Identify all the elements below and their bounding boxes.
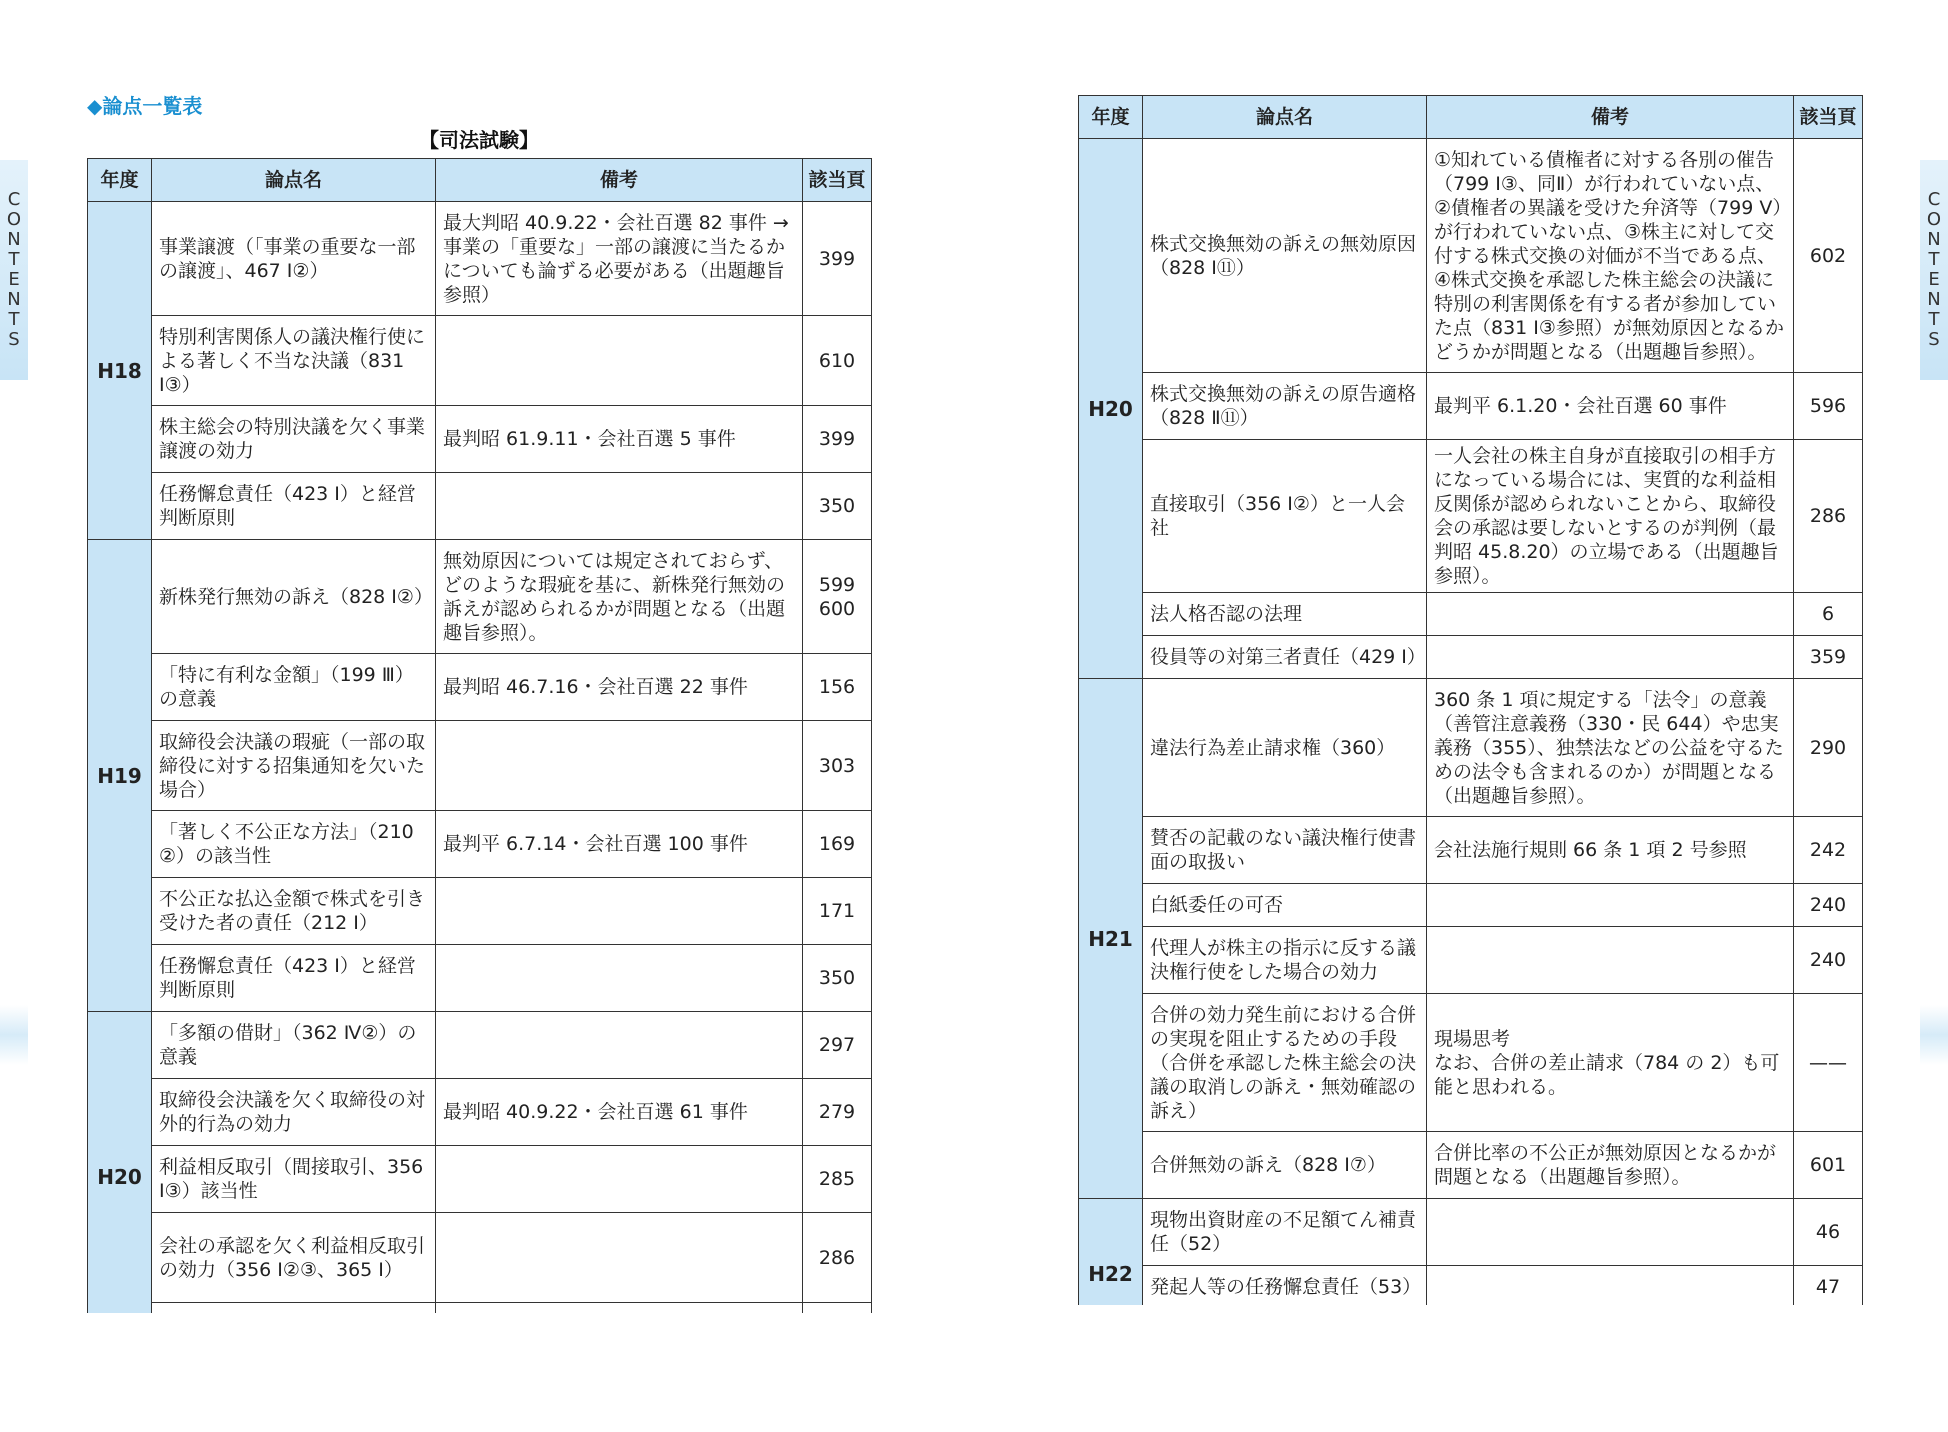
table-row [1079,139,1863,373]
page-cell: 156 [803,654,872,721]
note-cell: 会社法施行規則 66 条 1 項 2 号参照 [1427,817,1794,884]
note-cell [1427,1199,1794,1266]
table-row [88,473,872,540]
note-cell: 最判平 6.1.20・会社百選 60 事件 [1427,373,1794,440]
topic-cell: 株主総会の特別決議を欠く事業譲渡の効力 [152,406,436,473]
page-cell: 303 [803,721,872,811]
topic-cell: 会社の承認を欠く利益相反取引の効力（356 Ⅰ②③、365 Ⅰ） [152,1213,436,1303]
header-topic: 論点名 [1143,96,1427,139]
topic-cell: 法人格否認の法理 [1143,593,1427,636]
contents-tab-letter: C [7,189,21,210]
table-row [1079,1266,1863,1306]
side-decoration [0,1005,28,1065]
header-note: 備考 [1427,96,1794,139]
header-year: 年度 [1079,96,1143,139]
page-cell [803,1303,872,1314]
table-row [88,721,872,811]
table-row [1079,593,1863,636]
topic-cell: 株式交換無効の訴えの原告適格（828 Ⅱ⑪） [1143,373,1427,440]
table-row [1079,1199,1863,1266]
note-cell [436,473,803,540]
table-row [1079,884,1863,927]
note-cell: 最判昭 40.9.22・会社百選 61 事件 [436,1079,803,1146]
page-cell: 596 [1794,373,1863,440]
topic-cell: 役員等の対第三者責任（429 Ⅰ） [1143,636,1427,679]
contents-side-tab-left[interactable] [0,160,28,380]
contents-tab-letter: N [7,229,21,250]
page-cell: 286 [803,1213,872,1303]
topic-cell: 違法行為差止請求権（360） [1143,679,1427,817]
table-row [88,1303,872,1314]
note-cell: 最大判昭 40.9.22・会社百選 82 事件 → 事業の「重要な」一部の譲渡に当たるかについても論ずる必要がある（出題趣旨参照） [436,202,803,316]
issues-table-left [87,158,872,1313]
page-cell: —— [1794,994,1863,1132]
note-cell: 一人会社の株主自身が直接取引の相手方になっている場合には、実質的な利益相反関係が認められないことから、取締役会の承認は要しないとするのが判例（最判昭 45.8.20）の立場である（出題趣旨参照）。 [1427,440,1794,593]
contents-tab-letter: N [1927,229,1941,250]
contents-tab-letter: T [1928,309,1940,330]
side-decoration [1920,1005,1948,1065]
topic-cell: 取締役会決議を欠く取締役の対外的行為の効力 [152,1079,436,1146]
topic-cell: 「特に有利な金額」（199 Ⅲ）の意義 [152,654,436,721]
year-cell: H20 [1079,139,1143,679]
topic-cell: 賛否の記載のない議決権行使書面の取扱い [1143,817,1427,884]
left-table-wrapper [87,158,873,1313]
note-cell: 360 条 1 項に規定する「法令」の意義（善管注意義務（330・民 644）や忠実義務（355）、独禁法などの公益を守るための法令も含まれるのか）が問題となる（出題趣旨参照）。 [1427,679,1794,817]
header-note: 備考 [436,159,803,202]
page-cell: 359 [1794,636,1863,679]
note-cell: 最判平 6.7.14・会社百選 100 事件 [436,811,803,878]
contents-tab-letter: T [1928,249,1940,270]
note-cell: 最判昭 61.9.11・会社百選 5 事件 [436,406,803,473]
table-row [88,811,872,878]
note-cell [1427,593,1794,636]
topic-cell: 新株発行無効の訴え（828 Ⅰ②） [152,540,436,654]
table-row [88,654,872,721]
page-cell: 610 [803,316,872,406]
header-page: 該当頁 [803,159,872,202]
page-cell: 599 600 [803,540,872,654]
page-cell: 242 [1794,817,1863,884]
topic-cell: 発起人等の任務懈怠責任（53） [1143,1266,1427,1306]
note-cell [436,945,803,1012]
page-cell: 350 [803,945,872,1012]
contents-tab-letter: C [1927,189,1941,210]
page-cell: 297 [803,1012,872,1079]
note-cell [1427,636,1794,679]
page-cell: 240 [1794,884,1863,927]
note-cell [436,1146,803,1213]
header-topic: 論点名 [152,159,436,202]
table-row [1079,927,1863,994]
table-row [88,1079,872,1146]
note-cell: 現場思考 なお、合併の差止請求（784 の 2）も可能と思われる。 [1427,994,1794,1132]
table-row [1079,440,1863,593]
contents-tab-letter: T [8,249,20,270]
note-cell: 最判昭 46.7.16・会社百選 22 事件 [436,654,803,721]
topic-cell: 合併の効力発生前における合併の実現を阻止するための手段（合併を承認した株主総会の決議の取消しの訴え・無効確認の訴え） [1143,994,1427,1132]
contents-tab-letter: E [1928,269,1940,290]
contents-tab-letter: S [1928,329,1940,350]
contents-tab-letter: N [1927,289,1941,310]
page-cell: 171 [803,878,872,945]
topic-cell: 「多額の借財」（362 Ⅳ②）の意義 [152,1012,436,1079]
topic-cell [152,1303,436,1314]
table-row [1079,373,1863,440]
table-header-row [1079,96,1863,139]
topic-cell: 利益相反取引（間接取引、356 Ⅰ③）該当性 [152,1146,436,1213]
note-cell [436,878,803,945]
note-cell [1427,884,1794,927]
note-cell: 合併比率の不公正が無効原因となるかが問題となる（出題趣旨参照）。 [1427,1132,1794,1199]
table-row [1079,994,1863,1132]
contents-tab-letter: O [6,209,22,230]
contents-tab-letter: E [8,269,20,290]
table-row [88,202,872,316]
topic-cell: 事業譲渡（「事業の重要な一部の譲渡」、467 Ⅰ②） [152,202,436,316]
table-row [88,1146,872,1213]
page-cell: 279 [803,1079,872,1146]
page-cell: 350 [803,473,872,540]
page-cell: 601 [1794,1132,1863,1199]
page-cell: 290 [1794,679,1863,817]
page-cell: 6 [1794,593,1863,636]
contents-side-tab-right[interactable] [1920,160,1948,380]
contents-tab-letter: T [8,309,20,330]
note-cell [436,1012,803,1079]
year-cell: H22 [1079,1199,1143,1306]
table-row [1079,636,1863,679]
page-cell: 169 [803,811,872,878]
topic-cell: 取締役会決議の瑕疵（一部の取締役に対する招集通知を欠いた場合） [152,721,436,811]
page-cell: 285 [803,1146,872,1213]
table-caption: 【司法試験】 [419,128,539,152]
table-row [88,1012,872,1079]
note-cell [1427,927,1794,994]
topic-cell: 代理人が株主の指示に反する議決権行使をした場合の効力 [1143,927,1427,994]
note-cell [436,721,803,811]
note-cell: 無効原因については規定されておらず、どのような瑕疵を基に、新株発行無効の訴えが認められるかが問題となる（出題趣旨参照）。 [436,540,803,654]
year-cell: H20 [88,1012,152,1314]
topic-cell: 不公正な払込金額で株式を引き受けた者の責任（212 Ⅰ） [152,878,436,945]
table-row [88,406,872,473]
topic-cell: 特別利害関係人の議決権行使による著しく不当な決議（831 Ⅰ③） [152,316,436,406]
table-row [88,945,872,1012]
topic-cell: 現物出資財産の不足額てん補責任（52） [1143,1199,1427,1266]
note-cell [436,1303,803,1314]
table-row [1079,679,1863,817]
year-cell: H21 [1079,679,1143,1199]
topic-cell: 白紙委任の可否 [1143,884,1427,927]
header-page: 該当頁 [1794,96,1863,139]
page-cell: 47 [1794,1266,1863,1306]
note-cell [436,1213,803,1303]
section-title: ◆論点一覧表 [87,94,203,118]
topic-cell: 直接取引（356 Ⅰ②）と一人会社 [1143,440,1427,593]
page-cell: 602 [1794,139,1863,373]
topic-cell: 株式交換無効の訴えの無効原因（828 Ⅰ⑪） [1143,139,1427,373]
table-row [88,540,872,654]
topic-cell: 任務懈怠責任（423 Ⅰ）と経営判断原則 [152,473,436,540]
table-row [88,316,872,406]
right-table-wrapper [1078,95,1864,1305]
page-cell: 240 [1794,927,1863,994]
table-header-row [88,159,872,202]
page-cell: 399 [803,202,872,316]
table-row [1079,817,1863,884]
table-row [1079,1132,1863,1199]
issues-table-right [1078,95,1863,1305]
page-cell: 286 [1794,440,1863,593]
contents-tab-letter: N [7,289,21,310]
note-cell [436,316,803,406]
note-cell [1427,1266,1794,1306]
table-row [88,1213,872,1303]
topic-cell: 任務懈怠責任（423 Ⅰ）と経営判断原則 [152,945,436,1012]
note-cell: ①知れている債権者に対する各別の催告（799 Ⅰ③、同Ⅱ）が行われていない点、②債権者の異議を受けた弁済等（799 Ⅴ）が行われていない点、③株主に対して交付する株式交換の対価が不当である点、④株式交換を承認した株主総会の決議に特別の利害関係を有する者が参加していた点（831 Ⅰ③参照）が無効原因となるかどうかが問題となる（出題趣旨参照）。 [1427,139,1794,373]
contents-tab-letter: S [8,329,20,350]
header-year: 年度 [88,159,152,202]
table-row [88,878,872,945]
year-cell: H19 [88,540,152,1012]
topic-cell: 合併無効の訴え（828 Ⅰ⑦） [1143,1132,1427,1199]
topic-cell: 「著しく不公正な方法」（210 ②）の該当性 [152,811,436,878]
year-cell: H18 [88,202,152,540]
page-cell: 399 [803,406,872,473]
page-cell: 46 [1794,1199,1863,1266]
contents-tab-letter: O [1926,209,1942,230]
